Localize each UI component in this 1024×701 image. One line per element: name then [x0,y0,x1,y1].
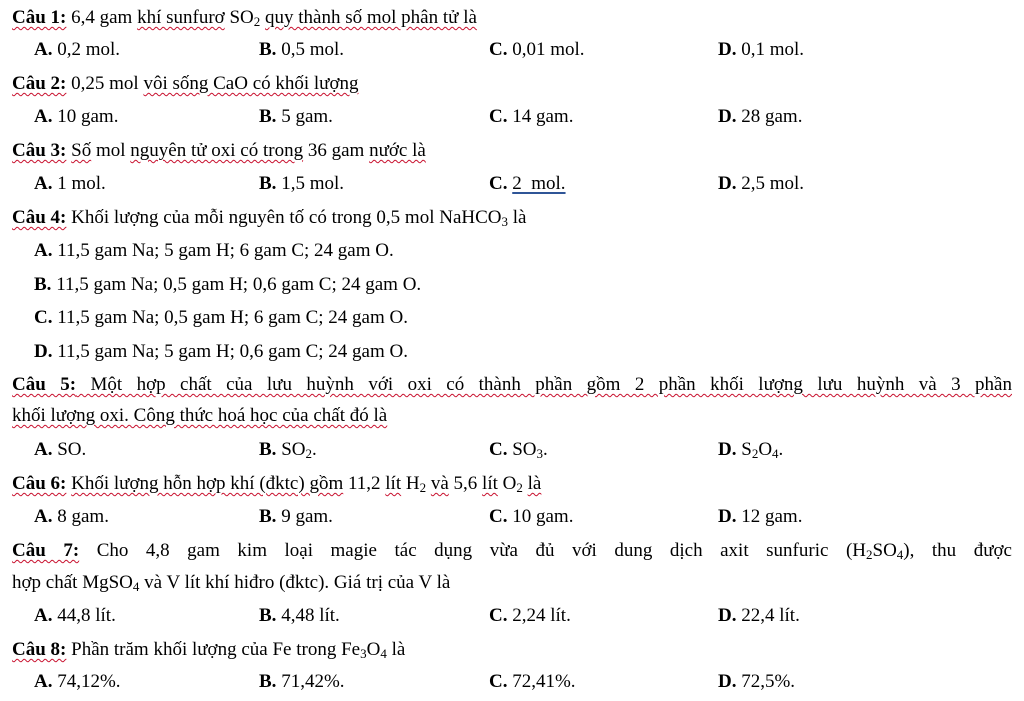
question-label: Câu 2: [12,73,67,94]
option-b[interactable]: B. 11,5 gam Na; 0,5 gam H; 0,6 gam C; 24 gam O. [34,274,422,295]
option-a[interactable]: A. 10 gam. [34,106,119,127]
option-d[interactable]: D. $S_2O_4$. [718,439,784,461]
question-7-options [0,602,1024,629]
option-b[interactable]: B. 71,42%. [259,671,345,692]
option-a[interactable]: A. 8 gam. [34,506,109,527]
question-4-option-c-row [0,304,1024,331]
question-label: Câu 4: [12,207,67,228]
question-4-option-b-row [0,271,1024,298]
option-c[interactable]: C. 0,01 mol. [489,39,585,60]
option-c[interactable]: C. 2,24 lít. [489,605,571,626]
option-b[interactable]: B. 1,5 mol. [259,173,344,194]
option-a[interactable]: A. 0,2 mol. [34,39,121,60]
question-5-stem-line-1: Câu 5: Một hợp chất của lưu huỳnh với oxi có thành phần gồm 2 phần khối lượng lưu huỳnh và 3 phần [12,374,1012,395]
option-a[interactable]: A. SO. [34,439,87,460]
question-label: Câu 6: [12,473,67,494]
question-2-options [0,103,1024,130]
option-b[interactable]: B. 0,5 mol. [259,39,344,60]
option-a[interactable]: A. 11,5 gam Na; 5 gam H; 6 gam C; 24 gam O. [34,240,394,261]
option-b[interactable]: B. 9 gam. [259,506,333,527]
question-label: Câu 8: [12,639,67,660]
question-6-options [0,503,1024,530]
option-a[interactable]: A. 74,12%. [34,671,121,692]
option-b[interactable]: B. 5 gam. [259,106,333,127]
option-d[interactable]: D. 12 gam. [718,506,803,527]
option-c[interactable]: C. 11,5 gam Na; 0,5 gam H; 6 gam C; 24 gam O. [34,307,408,328]
question-label: Câu 5: [12,374,77,395]
question-8-stem: Câu 8: Phần trăm khối lượng của Fe trong $Fe_3O_4$ là [12,639,406,661]
question-6-stem: Câu 6: Khối lượng hỗn hợp khí (đktc) gồm 11,2 lít $H_2$ và 5,6 lít $O_2$ là [12,473,542,495]
question-5-stem-line-2: khối lượng oxi. Công thức hoá học của chất đó là [12,405,388,426]
option-c[interactable]: C. 72,41%. [489,671,576,692]
question-4-option-d-row [0,338,1024,365]
option-c[interactable]: C. $SO_3$. [489,439,548,461]
option-d[interactable]: D. 22,4 lít. [718,605,800,626]
option-c[interactable]: C. 10 gam. [489,506,574,527]
option-b[interactable]: B. $SO_2$. [259,439,317,461]
question-7-stem-line-1: Câu 7: Cho 4,8 gam kim loại magie tác dụng vừa đủ với dung dịch axit sunfuric $(H_2SO_4)$, thu được [12,540,1012,562]
question-4-stem: Câu 4: Khối lượng của mỗi nguyên tố có trong 0,5 mol NaHCO$_3$ là [12,207,527,229]
option-a[interactable]: A. 1 mol. [34,173,106,194]
option-d[interactable]: D. 28 gam. [718,106,803,127]
option-d[interactable]: D. 2,5 mol. [718,173,805,194]
option-d[interactable]: D. 0,1 mol. [718,39,805,60]
option-d[interactable]: D. 72,5%. [718,671,796,692]
question-8-options [0,668,1024,695]
question-label: Câu 7: [12,540,80,561]
question-3-stem: Câu 3: Số mol nguyên tử oxi có trong 36 gam nước là [12,140,426,161]
question-2-stem: Câu 2: 0,25 mol vôi sống CaO có khối lượng [12,73,359,94]
option-a[interactable]: A. 44,8 lít. [34,605,116,626]
option-d[interactable]: D. 11,5 gam Na; 5 gam H; 0,6 gam C; 24 gam O. [34,341,408,362]
question-3-options [0,170,1024,197]
option-c[interactable]: C. 2 mol. [489,173,566,194]
question-1-options [0,36,1024,63]
question-label: Câu 1: [12,7,67,28]
question-5-options [0,436,1024,463]
question-1-stem: Câu 1: 6,4 gam khí sunfurơ $SO_2$ quy thành số mol phân tử là [12,7,477,29]
question-4-option-a-row [0,237,1024,264]
question-label: Câu 3: [12,140,67,161]
question-7-stem-line-2: hợp chất MgSO$_4$ và V lít khí hiđro (đktc). Giá trị của V là [12,572,451,594]
option-c[interactable]: C. 14 gam. [489,106,574,127]
option-b[interactable]: B. 4,48 lít. [259,605,340,626]
